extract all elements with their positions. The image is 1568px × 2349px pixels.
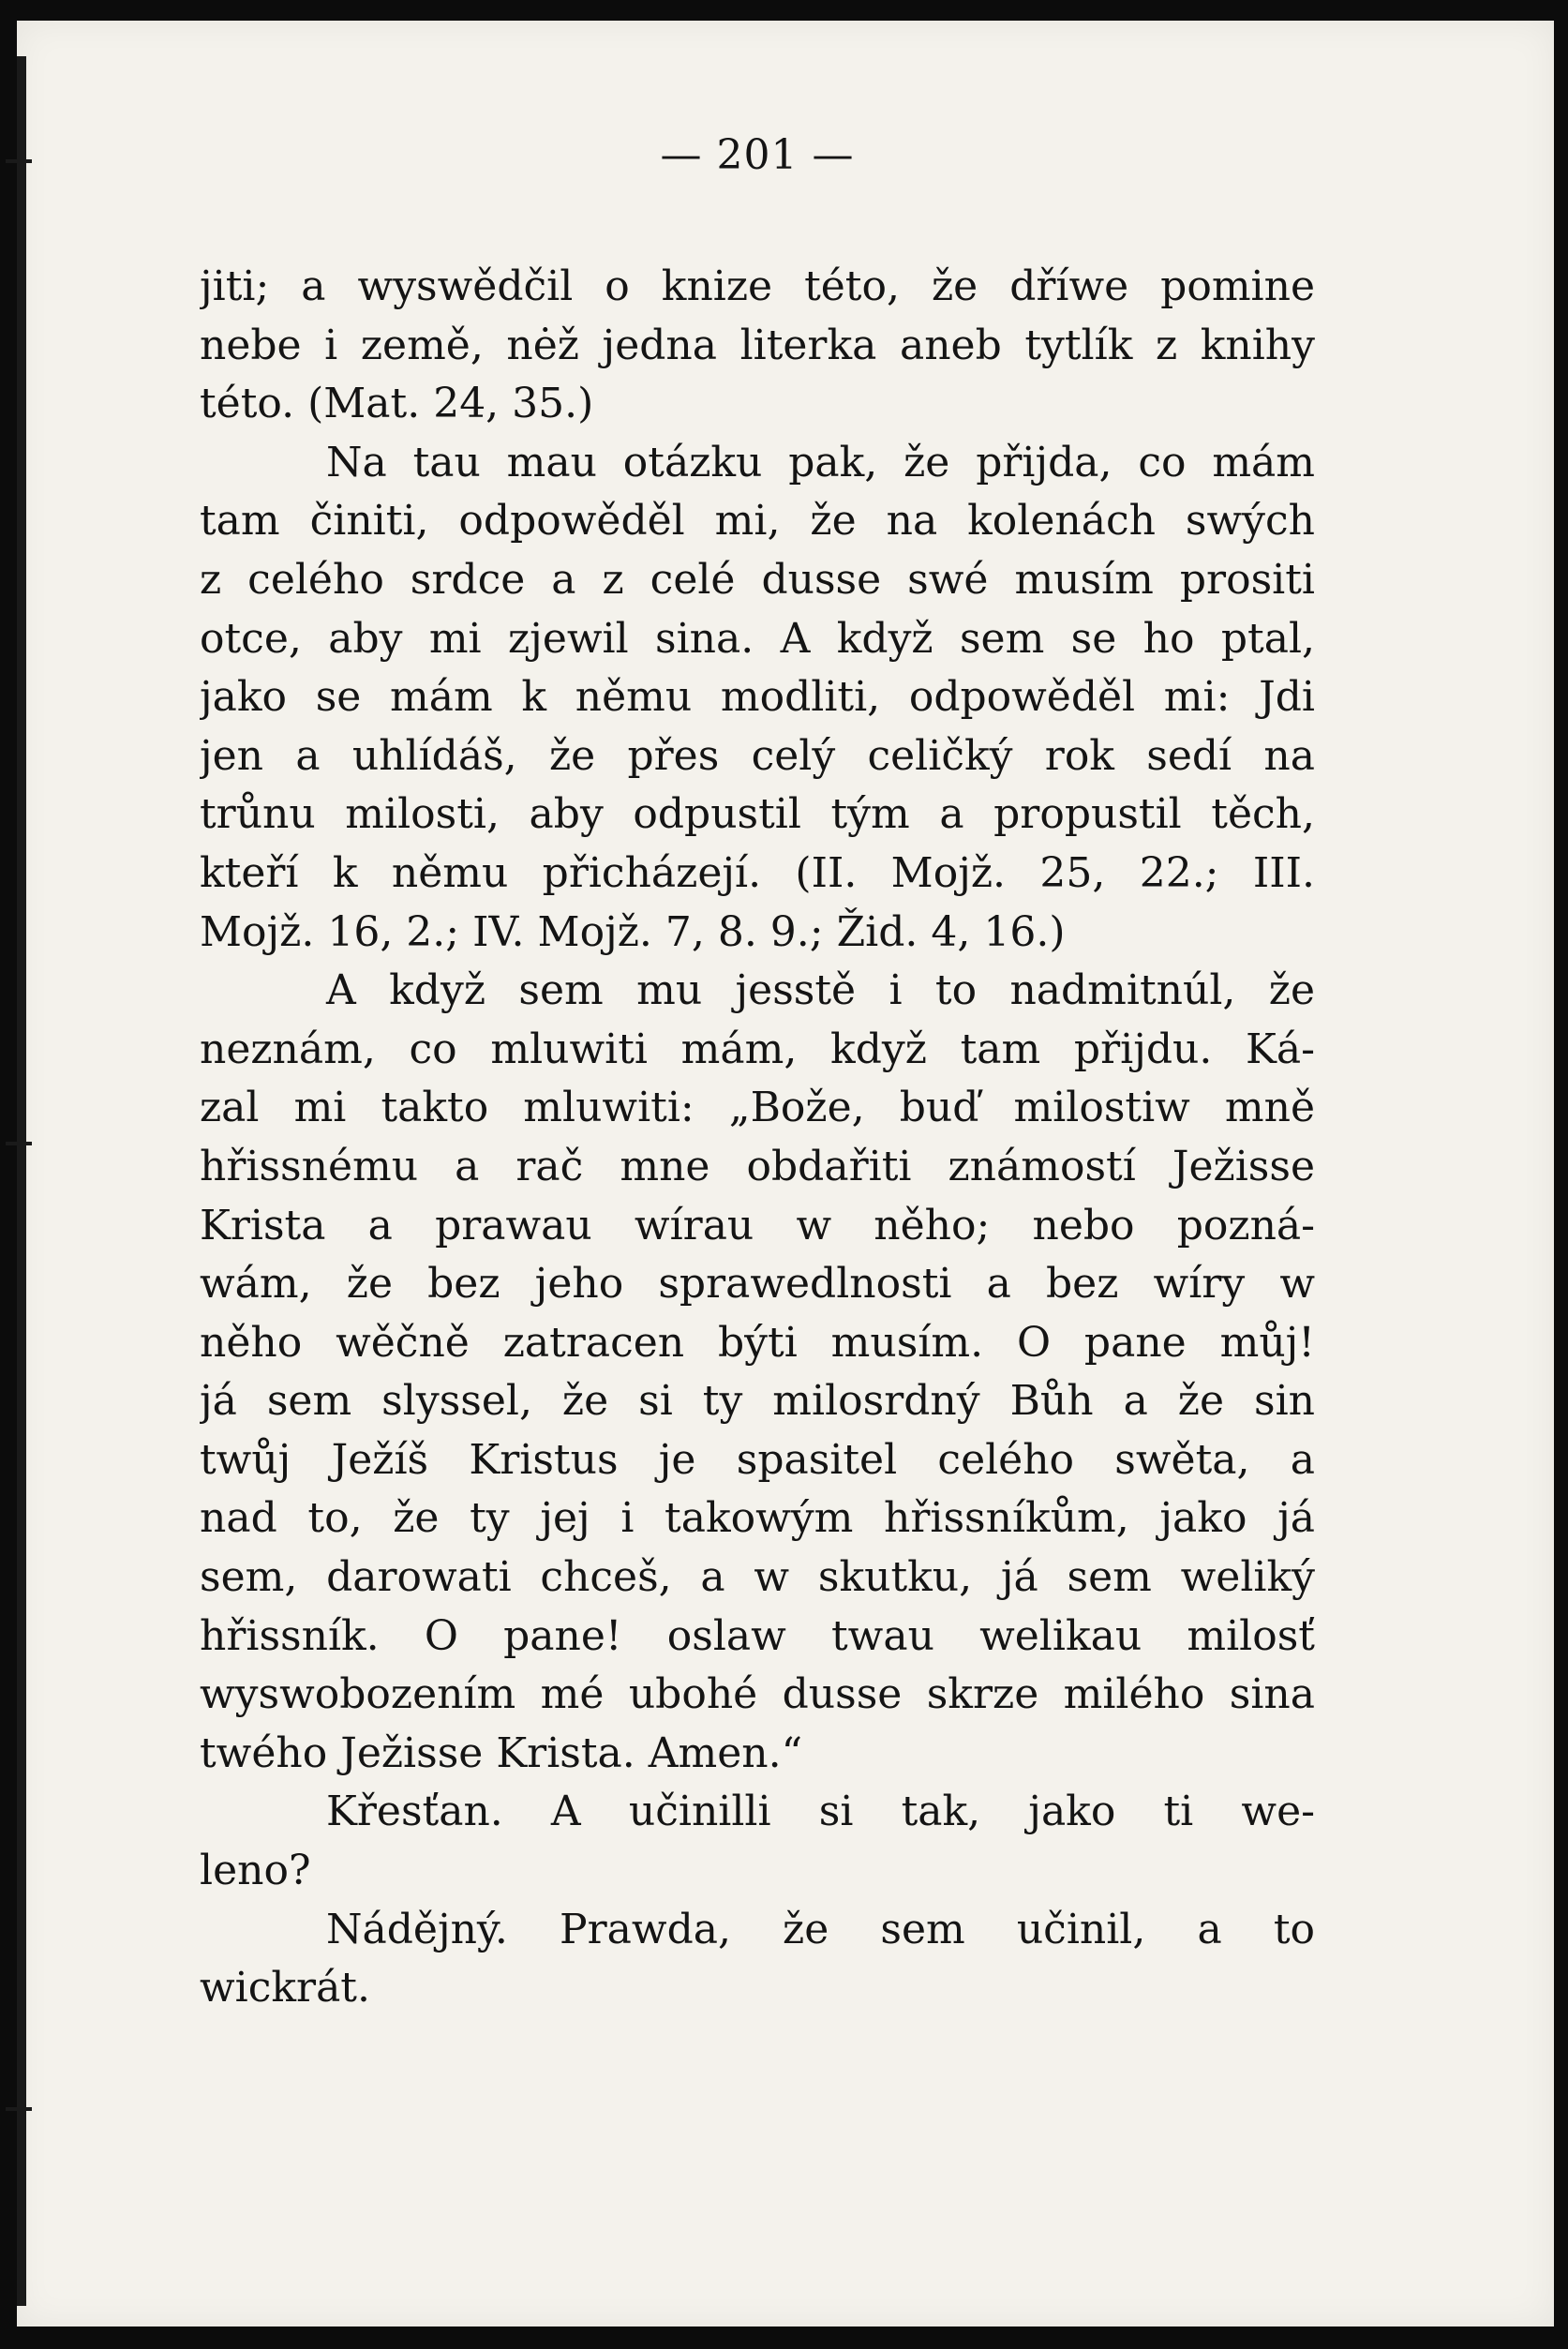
dialogue-line-krestan: Křesťan. A učinilli si tak, jako ti we- (326, 1788, 1315, 1836)
text-line: twůj Ježíš Kristus je spasitel celého swěta, a (200, 1435, 1315, 1484)
text-line: hřissník. O pane! oslaw twau welikau milosť (200, 1611, 1315, 1660)
text-line: A když sem mu jesstě i to nadmitnúl, že (326, 966, 1315, 1015)
text-line: Na tau mau otázku pak, že přijda, co mám (326, 438, 1315, 486)
text-line: Mojž. 16, 2.; IV. Mojž. 7, 8. 9.; Žid. 4, 16.) (200, 907, 1066, 956)
text-line: této. (Mat. 24, 35.) (200, 380, 594, 428)
text-line: zal mi takto mluwiti: „Bože, buď milostiw mně (200, 1084, 1315, 1132)
edge-mark (6, 2107, 32, 2111)
text-line: něho wěčně zatracen býti musím. O pane můj! (200, 1318, 1315, 1367)
page-text (200, 131, 1315, 2018)
page-number: — 201 — (660, 131, 855, 179)
text-line: já sem slyssel, že si ty milosrdný Bůh a že sin (200, 1377, 1315, 1426)
edge-mark (6, 1142, 32, 1145)
text-line: jako se mám k němu modliti, odpowěděl mi: Jdi (200, 673, 1315, 722)
text-line: tam činiti, odpowěděl mi, že na kolenách swých (200, 497, 1315, 546)
text-line: wám, že bez jeho sprawedlnosti a bez wíry w (200, 1260, 1315, 1309)
text-line: z celého srdce a z celé dusse swé musím prositi (200, 555, 1315, 604)
dialogue-line-nadejny: Nádějný. Prawda, že sem učinil, a to (326, 1905, 1315, 1953)
text-line: sem, darowati chceš, a w skutku, já sem weliký (200, 1553, 1315, 1602)
text-line: leno? (200, 1847, 311, 1895)
text-line: wickrát. (200, 1964, 370, 2012)
text-line: nebe i země, nėž jedna literka aneb tytlík z knihy (200, 321, 1315, 369)
text-line: nad to, že ty jej i takowým hřissníkům, jako já (200, 1494, 1315, 1543)
text-line: wyswobozením mé ubohé dusse skrze milého sina (200, 1670, 1315, 1719)
text-line: otce, aby mi zjewil sina. A když sem se ho ptal, (200, 614, 1315, 663)
text-line: Krista a prawau wírau w něho; nebo pozná- (200, 1201, 1315, 1249)
text-line: neznám, co mluwiti mám, když tam přijdu. Ká- (200, 1025, 1315, 1073)
text-line: jiti; a wyswědčil o knize této, že dříwe pomine (200, 262, 1315, 310)
text-line: trůnu milosti, aby odpustil tým a propustil těch, (200, 790, 1315, 839)
page-binding-edge (17, 56, 26, 2306)
text-line: twého Ježisse Krista. Amen.“ (200, 1728, 803, 1777)
text-line: kteří k němu přicházejí. (II. Mojž. 25, 22.; III. (200, 848, 1315, 897)
text-line: jen a uhlídáš, že přes celý celičký rok sedí na (200, 731, 1315, 780)
edge-mark (6, 159, 32, 163)
text-line: hřissnému a rač mne obdařiti známostí Ježisse (200, 1142, 1315, 1190)
